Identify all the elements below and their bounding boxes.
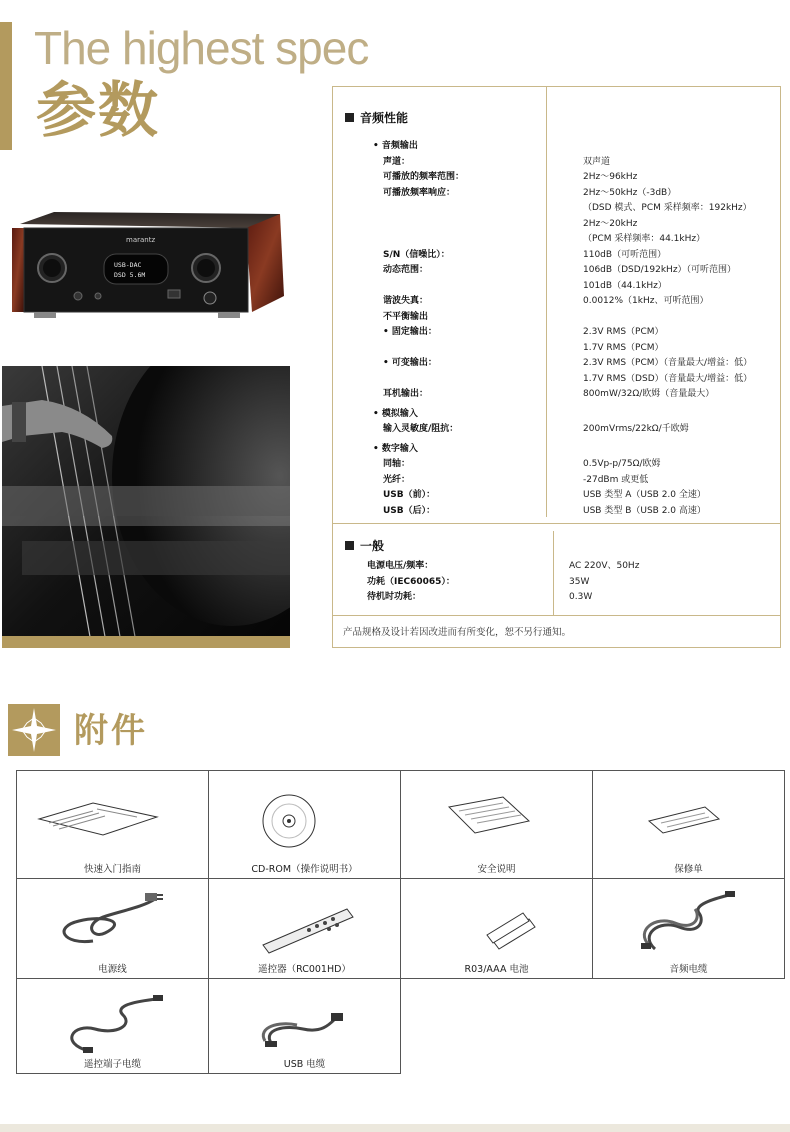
spec-value: 110dB（可听范围） xyxy=(583,249,667,260)
spec-value: USB 类型 A（USB 2.0 全速） xyxy=(583,490,706,500)
warranty-card-icon xyxy=(609,777,769,853)
spec-value: 0.5Vp-p/75Ω/欧姆 xyxy=(583,459,661,469)
page-title-chinese: 参数 xyxy=(36,76,160,146)
header-accent-bar xyxy=(0,22,12,150)
spec-value: 200mVrms/22kΩ/千欧姆 xyxy=(583,424,689,434)
accessory-cell xyxy=(592,770,785,879)
spec-value: 2Hz～96kHz xyxy=(583,172,638,182)
spec-value: 1.7V RMS（DSD）（音量最大/增益：低） xyxy=(583,373,753,384)
spec-value: USB 类型 B（USB 2.0 高速） xyxy=(583,505,706,516)
remote-cable-icon xyxy=(33,985,193,1061)
accessory-cell xyxy=(592,878,785,979)
accessory-cell xyxy=(400,878,593,979)
spec-label: 动态范围： xyxy=(383,265,429,275)
musician-photo xyxy=(2,366,290,648)
accessory-cell xyxy=(208,978,401,1074)
spec-label: USB（后）： xyxy=(383,505,436,516)
accessory-caption: CD-ROM（操作说明书） xyxy=(251,864,358,875)
spec-group-label: • 音频输出 xyxy=(373,141,418,151)
spec-group-label: • 模拟输入 xyxy=(373,408,418,419)
spec-label: 谐波失真： xyxy=(383,296,429,306)
quick-start-guide-icon xyxy=(33,777,193,853)
accessory-cell xyxy=(16,770,209,879)
accessory-caption: 音频电缆 xyxy=(669,964,708,975)
spec-section-divider xyxy=(333,523,780,524)
spec-label: 声道： xyxy=(383,156,411,167)
product-amplifier-image xyxy=(8,210,284,322)
spec-label: 同轴： xyxy=(383,459,411,469)
spec-label: 耳机输出： xyxy=(383,389,429,399)
accessory-cell xyxy=(16,878,209,979)
remote-control-icon xyxy=(225,885,385,961)
star-icon xyxy=(8,704,60,756)
accessory-caption: 遥控器（RC001HD） xyxy=(258,964,351,975)
spec-label: 功耗（IEC60065）： xyxy=(367,576,455,587)
spec-value: 101dB（44.1kHz） xyxy=(583,280,667,291)
spec-section-audio-title: 音频性能 xyxy=(345,109,408,126)
accessory-cell xyxy=(208,770,401,879)
spec-value: 0.0012%（1kHz、可听范围） xyxy=(583,296,709,306)
audio-cable-icon xyxy=(609,885,769,961)
spec-value: 2.3V RMS（PCM）（音量最大/增益：低） xyxy=(583,358,753,368)
spec-value: 2Hz～20kHz xyxy=(583,218,638,229)
spec-value: 双声道 xyxy=(583,156,611,167)
accessory-caption: 快速入门指南 xyxy=(83,864,141,875)
spec-value: 1.7V RMS（PCM） xyxy=(583,342,664,353)
accessory-cell xyxy=(16,978,209,1074)
accessory-cell xyxy=(400,770,593,879)
display-line-2: DSD 5.6M xyxy=(114,271,146,279)
spec-label: • 固定输出： xyxy=(383,327,437,337)
spec-table xyxy=(332,86,781,648)
spec-label: 输入灵敏度/阻抗： xyxy=(383,424,459,434)
spec-value: （PCM 采样频率：44.1kHz） xyxy=(583,234,706,244)
spec-section-general-title: 一般 xyxy=(345,537,384,554)
usb-cable-icon xyxy=(225,985,385,1061)
spec-label: 可播放频率响应： xyxy=(383,187,456,198)
accessory-caption: R03/AAA 电池 xyxy=(464,964,529,975)
spec-value: 0.3W xyxy=(569,592,593,602)
brand-logo: marantz xyxy=(126,236,156,244)
accessory-cell xyxy=(208,878,401,979)
spec-label: 光纤： xyxy=(383,474,411,485)
display-line-1: USB-DAC xyxy=(114,261,142,269)
accessories-table xyxy=(16,770,784,1073)
spec-label: 待机时功耗： xyxy=(367,592,422,602)
spec-value: AC 220V、50Hz xyxy=(569,561,640,571)
spec-value: 2.3V RMS（PCM） xyxy=(583,327,664,337)
cd-rom-icon xyxy=(225,777,385,853)
accessories-title: 附件 xyxy=(74,711,148,751)
spec-label: S/N（信噪比）： xyxy=(383,249,450,260)
spec-label: 不平衡输出 xyxy=(383,311,429,322)
safety-instructions-icon xyxy=(417,777,577,853)
accessory-caption: 电源线 xyxy=(98,964,127,975)
spec-value: 2Hz～50kHz（-3dB） xyxy=(583,187,677,198)
spec-column-divider-general xyxy=(553,531,554,615)
spec-footnote: 产品规格及设计若因改进而有所变化，恕不另行通知。 xyxy=(343,627,572,638)
spec-note-divider xyxy=(333,615,780,616)
spec-group-label: • 数字输入 xyxy=(373,443,418,454)
accessory-caption: USB 电缆 xyxy=(283,1059,326,1070)
spec-value: （DSD 模式、PCM 采样频率：192kHz） xyxy=(583,203,752,213)
page-title-english: The highest spec xyxy=(34,22,369,74)
power-cord-icon xyxy=(33,885,193,961)
accessory-caption: 遥控端子电缆 xyxy=(83,1059,141,1070)
battery-icon xyxy=(417,885,577,961)
accessory-caption: 保修单 xyxy=(674,864,703,875)
spec-label: • 可变输出： xyxy=(383,358,437,368)
spec-value: -27dBm 或更低 xyxy=(583,474,649,485)
footer-strip xyxy=(0,1124,790,1132)
spec-column-divider xyxy=(546,87,547,517)
spec-value: 106dB（DSD/192kHz）（可听范围） xyxy=(583,265,737,275)
spec-label: USB（前）： xyxy=(383,490,436,500)
accessory-caption: 安全说明 xyxy=(477,864,516,875)
spec-label: 电源电压/频率： xyxy=(367,561,434,571)
spec-value: 800mW/32Ω/欧姆（音量最大） xyxy=(583,389,715,399)
spec-value: 35W xyxy=(569,576,590,587)
spec-label: 可播放的频率范围： xyxy=(383,172,465,182)
